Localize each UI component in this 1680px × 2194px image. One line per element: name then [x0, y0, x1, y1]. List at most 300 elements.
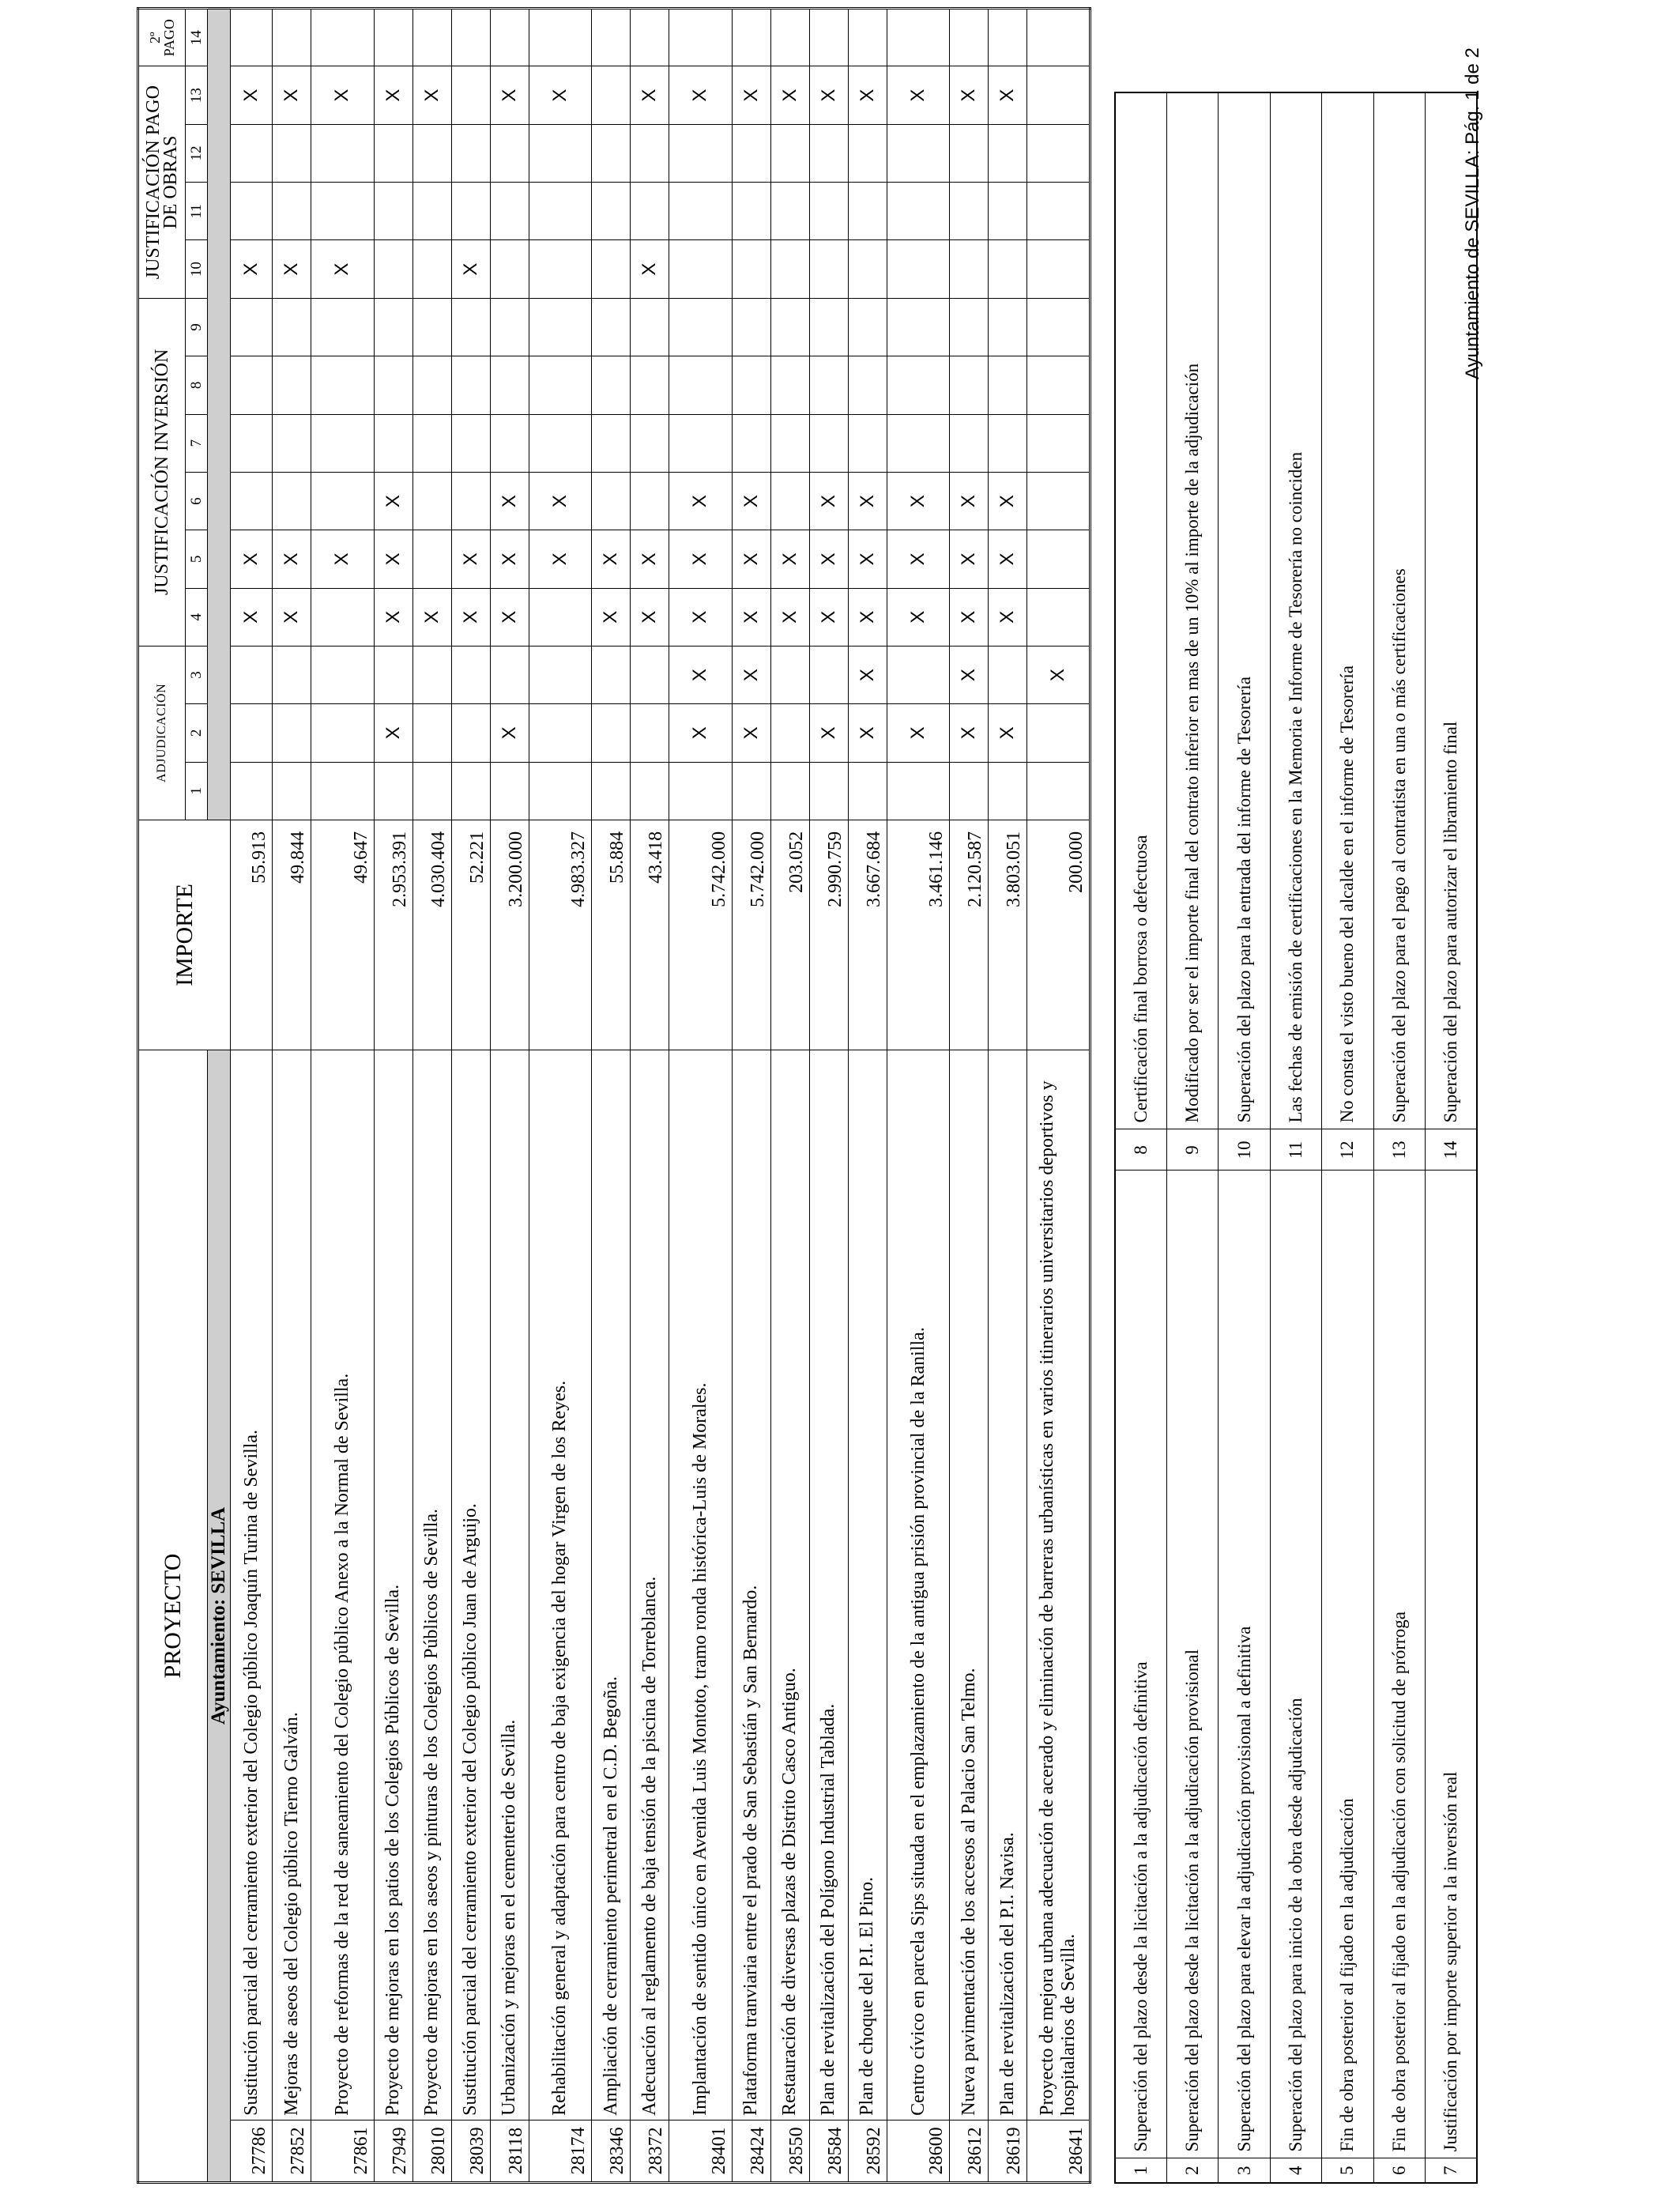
row-code: 28174 — [529, 2120, 592, 2182]
table-row — [231, 9, 273, 2183]
row-mark-col-6: X — [989, 472, 1027, 530]
legend-row — [1219, 92, 1270, 2183]
row-importe: 55.913 — [231, 820, 273, 1050]
row-importe: 5.742.000 — [732, 820, 770, 1050]
row-mark-col-14 — [592, 9, 631, 66]
row-mark-col-12 — [273, 124, 311, 182]
table-row — [273, 9, 311, 2183]
row-mark-col-10 — [669, 240, 733, 298]
row-mark-col-13: X — [732, 66, 770, 124]
row-mark-col-12 — [490, 124, 529, 182]
row-mark-col-2: X — [669, 704, 733, 762]
header-proyecto: PROYECTO — [138, 1050, 208, 2183]
table-row — [732, 9, 770, 2183]
legend-text: Modificado por ser el importe final del contrato inferior en mas de un 10% al importe de la adjudicación — [1166, 92, 1218, 1129]
row-mark-col-1 — [732, 762, 770, 820]
row-mark-col-9 — [1027, 298, 1090, 356]
row-mark-col-14 — [1027, 9, 1090, 66]
row-mark-col-6: X — [848, 472, 887, 530]
legend-number: 4 — [1270, 2158, 1321, 2183]
col-number: 3 — [186, 646, 208, 703]
row-code: 28612 — [950, 2120, 989, 2182]
audit-table — [137, 7, 1091, 2184]
row-mark-col-8 — [490, 356, 529, 414]
row-mark-col-8 — [374, 356, 412, 414]
row-mark-col-9 — [529, 298, 592, 356]
row-mark-col-2: X — [848, 704, 887, 762]
row-mark-col-14 — [887, 9, 950, 66]
row-mark-col-2: X — [809, 704, 848, 762]
row-mark-col-3 — [311, 646, 375, 703]
row-project: Restauración de diversas plazas de Distrito Casco Antiguo. — [770, 1050, 809, 2120]
table-row — [809, 9, 848, 2183]
row-mark-col-9 — [311, 298, 375, 356]
row-mark-col-14 — [809, 9, 848, 66]
row-mark-col-7 — [412, 414, 451, 472]
row-mark-col-3: X — [848, 646, 887, 703]
row-importe: 3.461.146 — [887, 820, 950, 1050]
row-mark-col-10 — [989, 240, 1027, 298]
row-mark-col-12 — [231, 124, 273, 182]
row-mark-col-2 — [412, 704, 451, 762]
header-importe: IMPORTE — [138, 820, 231, 1050]
row-mark-col-2 — [231, 704, 273, 762]
row-mark-col-8 — [848, 356, 887, 414]
row-mark-col-7 — [311, 414, 375, 472]
row-mark-col-10 — [950, 240, 989, 298]
row-mark-col-6 — [412, 472, 451, 530]
header-justificacion-pago-line2: DE OBRAS — [160, 135, 181, 229]
row-mark-col-9 — [669, 298, 733, 356]
legend-number: 1 — [1115, 2158, 1166, 2183]
row-code: 28118 — [490, 2120, 529, 2182]
row-mark-col-13: X — [848, 66, 887, 124]
legend-number: 11 — [1270, 1129, 1321, 1171]
legend-text: Superación del plazo para la entrada del informe de Tesorería — [1219, 92, 1270, 1129]
row-code: 28641 — [1027, 2120, 1090, 2182]
row-importe: 49.647 — [311, 820, 375, 1050]
table-row — [887, 9, 950, 2183]
row-mark-col-13: X — [669, 66, 733, 124]
row-mark-col-11 — [848, 183, 887, 240]
row-mark-col-3 — [887, 646, 950, 703]
row-mark-col-1 — [311, 762, 375, 820]
row-mark-col-9 — [887, 298, 950, 356]
row-mark-col-1 — [848, 762, 887, 820]
row-mark-col-7 — [989, 414, 1027, 472]
row-mark-col-11 — [770, 183, 809, 240]
row-mark-col-4: X — [490, 588, 529, 646]
row-mark-col-6 — [311, 472, 375, 530]
row-mark-col-8 — [989, 356, 1027, 414]
table-row — [848, 9, 887, 2183]
row-mark-col-12 — [770, 124, 809, 182]
legend-number: 2 — [1166, 2158, 1218, 2183]
row-mark-col-9 — [412, 298, 451, 356]
row-mark-col-9 — [732, 298, 770, 356]
row-mark-col-8 — [770, 356, 809, 414]
legend-number: 5 — [1322, 2158, 1373, 2183]
row-mark-col-2 — [1027, 704, 1090, 762]
row-mark-col-9 — [592, 298, 631, 356]
row-mark-col-10 — [490, 240, 529, 298]
row-mark-col-13 — [592, 66, 631, 124]
table-row — [451, 9, 490, 2183]
row-mark-col-7 — [374, 414, 412, 472]
row-mark-col-10 — [529, 240, 592, 298]
row-mark-col-9 — [273, 298, 311, 356]
row-mark-col-11 — [950, 183, 989, 240]
row-importe: 2.120.587 — [950, 820, 989, 1050]
row-mark-col-3 — [989, 646, 1027, 703]
row-importe: 203.052 — [770, 820, 809, 1050]
row-mark-col-2 — [529, 704, 592, 762]
legend-text: Superación del plazo desde la licitación a la adjudicación provisional — [1166, 1171, 1218, 2158]
row-mark-col-9 — [809, 298, 848, 356]
table-row — [669, 9, 733, 2183]
legend-body — [1115, 92, 1477, 2183]
row-mark-col-2: X — [374, 704, 412, 762]
row-mark-col-8 — [592, 356, 631, 414]
row-mark-col-12 — [1027, 124, 1090, 182]
legend-table — [1114, 92, 1478, 2184]
header-segundo-pago-line1: 2º — [147, 32, 163, 44]
legend-row — [1270, 92, 1321, 2183]
row-mark-col-5: X — [592, 530, 631, 588]
row-importe: 4.030.404 — [412, 820, 451, 1050]
row-mark-col-9 — [950, 298, 989, 356]
row-mark-col-12 — [950, 124, 989, 182]
row-mark-col-3 — [412, 646, 451, 703]
row-mark-col-9 — [989, 298, 1027, 356]
row-mark-col-3: X — [732, 646, 770, 703]
row-mark-col-4: X — [732, 588, 770, 646]
row-mark-col-6 — [231, 472, 273, 530]
row-mark-col-1 — [887, 762, 950, 820]
row-mark-col-10 — [887, 240, 950, 298]
row-mark-col-8 — [950, 356, 989, 414]
legend-text: Superación del plazo para elevar la adjudicación provisional a definitiva — [1219, 1171, 1270, 2158]
row-mark-col-4 — [311, 588, 375, 646]
row-mark-col-7 — [887, 414, 950, 472]
row-mark-col-7 — [451, 414, 490, 472]
row-importe: 43.418 — [631, 820, 669, 1050]
row-mark-col-5: X — [887, 530, 950, 588]
header-segundo-pago-line2: PAGO — [161, 19, 177, 57]
row-mark-col-12 — [592, 124, 631, 182]
table-row — [631, 9, 669, 2183]
row-code: 28619 — [989, 2120, 1027, 2182]
row-mark-col-1 — [412, 762, 451, 820]
row-mark-col-10 — [592, 240, 631, 298]
row-mark-col-5: X — [374, 530, 412, 588]
legend-number: 6 — [1373, 2158, 1425, 2183]
row-code: 28550 — [770, 2120, 809, 2182]
row-mark-col-4: X — [770, 588, 809, 646]
header-justificacion-pago-line1: JUSTIFICACIÓN PAGO — [143, 85, 164, 280]
col-number: 1 — [186, 762, 208, 820]
row-mark-col-7 — [770, 414, 809, 472]
row-importe: 3.200.000 — [490, 820, 529, 1050]
row-mark-col-4: X — [592, 588, 631, 646]
row-mark-col-10 — [848, 240, 887, 298]
legend-text: Justificación por importe superior a la inversión real — [1426, 1171, 1477, 2158]
row-project: Urbanización y mejoras en el cementerio de Sevilla. — [490, 1050, 529, 2120]
row-mark-col-11 — [273, 183, 311, 240]
row-mark-col-9 — [490, 298, 529, 356]
row-mark-col-2 — [451, 704, 490, 762]
section-filler — [208, 9, 231, 820]
row-mark-col-2: X — [989, 704, 1027, 762]
row-mark-col-12 — [669, 124, 733, 182]
row-mark-col-8 — [273, 356, 311, 414]
row-mark-col-13: X — [231, 66, 273, 124]
row-mark-col-3: X — [669, 646, 733, 703]
row-mark-col-4: X — [809, 588, 848, 646]
row-mark-col-8 — [231, 356, 273, 414]
row-mark-col-14 — [770, 9, 809, 66]
col-number: 7 — [186, 414, 208, 472]
table-row — [592, 9, 631, 2183]
table-body — [231, 9, 1090, 2183]
row-mark-col-7 — [273, 414, 311, 472]
row-code: 27949 — [374, 2120, 412, 2182]
row-mark-col-14 — [631, 9, 669, 66]
row-mark-col-13: X — [770, 66, 809, 124]
legend-number: 9 — [1166, 1129, 1218, 1171]
row-mark-col-7 — [809, 414, 848, 472]
row-mark-col-5: X — [311, 530, 375, 588]
row-mark-col-13: X — [809, 66, 848, 124]
row-project: Implantación de sentido único en Avenida Luis Montoto, tramo ronda histórica-Luis de Morales. — [669, 1050, 733, 2120]
row-importe: 2.953.391 — [374, 820, 412, 1050]
row-mark-col-11 — [631, 183, 669, 240]
row-code: 28010 — [412, 2120, 451, 2182]
row-mark-col-13: X — [989, 66, 1027, 124]
row-mark-col-10: X — [451, 240, 490, 298]
row-mark-col-1 — [950, 762, 989, 820]
col-number: 14 — [186, 9, 208, 66]
row-mark-col-14 — [451, 9, 490, 66]
legend-row — [1322, 92, 1373, 2183]
row-mark-col-14 — [950, 9, 989, 66]
row-mark-col-10: X — [631, 240, 669, 298]
row-mark-col-4: X — [950, 588, 989, 646]
row-mark-col-3 — [490, 646, 529, 703]
row-mark-col-3: X — [950, 646, 989, 703]
row-importe: 3.803.051 — [989, 820, 1027, 1050]
row-mark-col-13: X — [490, 66, 529, 124]
row-mark-col-14 — [490, 9, 529, 66]
row-mark-col-11 — [451, 183, 490, 240]
table-row — [529, 9, 592, 2183]
row-mark-col-6: X — [490, 472, 529, 530]
row-code: 28600 — [887, 2120, 950, 2182]
row-mark-col-8 — [631, 356, 669, 414]
legend-number: 7 — [1426, 2158, 1477, 2183]
legend-number: 12 — [1322, 1129, 1373, 1171]
row-mark-col-10 — [770, 240, 809, 298]
col-number: 13 — [186, 66, 208, 124]
legend-text: Las fechas de emisión de certificaciones en la Memoria e Informe de Tesorería no coinciden — [1270, 92, 1321, 1129]
row-mark-col-1 — [631, 762, 669, 820]
row-project: Centro cívico en parcela Sips situada en el emplazamiento de la antigua prisión provincial de la Ranilla. — [887, 1050, 950, 2120]
row-mark-col-7 — [669, 414, 733, 472]
row-mark-col-3 — [592, 646, 631, 703]
header-adjudicacion: ADJUDICACIÓN — [138, 646, 186, 820]
row-mark-col-3 — [374, 646, 412, 703]
legend-number: 3 — [1219, 2158, 1270, 2183]
row-project: Sustitución parcial del cerramiento exterior del Colegio público Juan de Arguijo. — [451, 1050, 490, 2120]
row-mark-col-13 — [451, 66, 490, 124]
row-mark-col-14 — [848, 9, 887, 66]
row-importe: 49.844 — [273, 820, 311, 1050]
row-mark-col-5 — [1027, 530, 1090, 588]
row-mark-col-1 — [809, 762, 848, 820]
row-mark-col-1 — [770, 762, 809, 820]
row-mark-col-3 — [273, 646, 311, 703]
row-mark-col-3 — [809, 646, 848, 703]
row-mark-col-11 — [592, 183, 631, 240]
row-importe: 3.667.684 — [848, 820, 887, 1050]
row-mark-col-12 — [529, 124, 592, 182]
row-importe: 5.742.000 — [669, 820, 733, 1050]
row-mark-col-11 — [732, 183, 770, 240]
row-mark-col-10 — [412, 240, 451, 298]
row-mark-col-11 — [311, 183, 375, 240]
row-mark-col-4: X — [231, 588, 273, 646]
row-mark-col-2: X — [490, 704, 529, 762]
row-mark-col-2: X — [887, 704, 950, 762]
row-mark-col-1 — [592, 762, 631, 820]
row-mark-col-6 — [770, 472, 809, 530]
row-mark-col-1 — [669, 762, 733, 820]
row-mark-col-13: X — [374, 66, 412, 124]
row-mark-col-11 — [669, 183, 733, 240]
row-mark-col-5: X — [809, 530, 848, 588]
row-mark-col-5: X — [770, 530, 809, 588]
row-mark-col-4: X — [631, 588, 669, 646]
row-mark-col-11 — [490, 183, 529, 240]
row-mark-col-10 — [1027, 240, 1090, 298]
row-mark-col-12 — [887, 124, 950, 182]
page-footer: Ayuntamiento de SEVILLA: Pág. 1 de 2 — [1462, 47, 1483, 379]
row-mark-col-5: X — [669, 530, 733, 588]
legend-row — [1373, 92, 1425, 2183]
row-mark-col-6 — [592, 472, 631, 530]
row-mark-col-3 — [770, 646, 809, 703]
col-number: 8 — [186, 356, 208, 414]
row-mark-col-10 — [809, 240, 848, 298]
row-mark-col-1 — [374, 762, 412, 820]
row-mark-col-5: X — [848, 530, 887, 588]
row-mark-col-6: X — [887, 472, 950, 530]
row-mark-col-5: X — [732, 530, 770, 588]
row-mark-col-8 — [887, 356, 950, 414]
row-mark-col-11 — [1027, 183, 1090, 240]
row-mark-col-2 — [631, 704, 669, 762]
row-mark-col-13: X — [311, 66, 375, 124]
row-mark-col-6: X — [950, 472, 989, 530]
row-mark-col-3 — [631, 646, 669, 703]
row-mark-col-4: X — [989, 588, 1027, 646]
section-title: Ayuntamiento: SEVILLA — [208, 1050, 231, 2183]
row-mark-col-12 — [848, 124, 887, 182]
row-mark-col-1 — [1027, 762, 1090, 820]
row-importe: 52.221 — [451, 820, 490, 1050]
row-mark-col-6: X — [374, 472, 412, 530]
row-mark-col-12 — [631, 124, 669, 182]
row-mark-col-8 — [732, 356, 770, 414]
row-mark-col-4: X — [669, 588, 733, 646]
row-mark-col-6 — [631, 472, 669, 530]
row-mark-col-12 — [374, 124, 412, 182]
row-mark-col-4 — [1027, 588, 1090, 646]
row-mark-col-2 — [770, 704, 809, 762]
row-mark-col-2 — [273, 704, 311, 762]
row-mark-col-3 — [529, 646, 592, 703]
row-mark-col-6 — [273, 472, 311, 530]
col-number: 11 — [186, 183, 208, 240]
row-mark-col-6 — [1027, 472, 1090, 530]
row-mark-col-7 — [529, 414, 592, 472]
row-mark-col-10: X — [311, 240, 375, 298]
row-mark-col-10 — [374, 240, 412, 298]
legend-row — [1166, 92, 1218, 2183]
row-mark-col-3 — [231, 646, 273, 703]
col-number: 4 — [186, 588, 208, 646]
row-code: 28592 — [848, 2120, 887, 2182]
row-mark-col-10: X — [231, 240, 273, 298]
legend-number: 14 — [1426, 1129, 1477, 1171]
row-project: Adecuación al reglamento de baja tensión de la piscina de Torreblanca. — [631, 1050, 669, 2120]
row-code: 28372 — [631, 2120, 669, 2182]
row-mark-col-11 — [412, 183, 451, 240]
row-mark-col-5: X — [631, 530, 669, 588]
row-mark-col-4: X — [887, 588, 950, 646]
row-mark-col-1 — [490, 762, 529, 820]
row-mark-col-11 — [809, 183, 848, 240]
row-mark-col-1 — [451, 762, 490, 820]
row-mark-col-14 — [989, 9, 1027, 66]
table-row — [374, 9, 412, 2183]
row-mark-col-2 — [592, 704, 631, 762]
row-mark-col-11 — [989, 183, 1027, 240]
row-mark-col-14 — [412, 9, 451, 66]
row-mark-col-4: X — [273, 588, 311, 646]
row-mark-col-5: X — [989, 530, 1027, 588]
header-segundo-pago — [138, 9, 186, 66]
row-mark-col-13: X — [412, 66, 451, 124]
row-mark-col-1 — [529, 762, 592, 820]
table-row — [412, 9, 451, 2183]
row-mark-col-3 — [451, 646, 490, 703]
row-importe: 2.990.759 — [809, 820, 848, 1050]
row-mark-col-6 — [451, 472, 490, 530]
row-mark-col-4: X — [374, 588, 412, 646]
row-mark-col-8 — [529, 356, 592, 414]
row-code: 28039 — [451, 2120, 490, 2182]
row-mark-col-12 — [412, 124, 451, 182]
row-project: Plan de revitalización del Polígono Industrial Tablada. — [809, 1050, 848, 2120]
row-code: 27852 — [273, 2120, 311, 2182]
row-mark-col-2 — [311, 704, 375, 762]
row-mark-col-7 — [1027, 414, 1090, 472]
row-mark-col-7 — [732, 414, 770, 472]
legend-number: 13 — [1373, 1129, 1425, 1171]
row-mark-col-7 — [631, 414, 669, 472]
row-mark-col-10: X — [273, 240, 311, 298]
